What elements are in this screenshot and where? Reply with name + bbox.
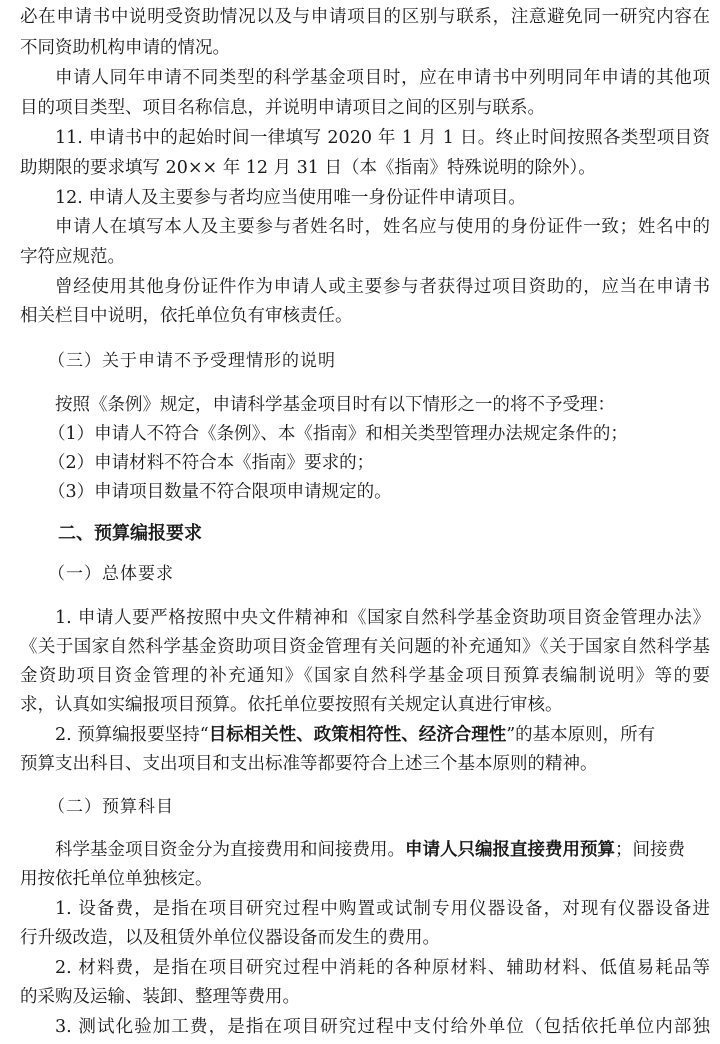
paragraph-line: 助期限的要求填写 20×× 年 12 月 31 日（本《指南》特殊说明的除外）。 <box>20 158 596 178</box>
paragraph-line: 11. 申请书中的起始时间一律填写 2020 年 1 月 1 日。终止时间按照各类型项目资 <box>55 128 710 148</box>
text-run: ”的基本原则，所有 <box>506 725 656 745</box>
paragraph-line: 的采购及运输、装卸、整理等费用。 <box>20 987 300 1007</box>
section-heading: （二）预算科目 <box>48 797 174 817</box>
emphasis-text: 申请人只编报直接费用预算 <box>405 840 615 860</box>
paragraph-line: 1. 申请人要严格按照中央文件精神和《国家自然科学基金资助项目资金管理办法》 <box>55 608 710 628</box>
paragraph-line: 行升级改造，以及租赁外单位仪器设备而发生的费用。 <box>20 928 440 948</box>
paragraph-line: 预算支出科目、支出项目和支出标准等都要符合上述三个基本原则的精神。 <box>20 754 598 774</box>
paragraph-line: 用按依托单位单独核定。 <box>20 869 213 889</box>
section-heading: （一）总体要求 <box>48 564 174 584</box>
chapter-heading: 二、预算编报要求 <box>58 523 202 544</box>
section-heading: （三）关于申请不予受理情形的说明 <box>48 351 336 371</box>
paragraph-line: 1. 设备费，是指在项目研究过程中购置或试制专用仪器设备，对现有仪器设备进 <box>55 899 710 919</box>
paragraph-line: 字符应规范。 <box>20 247 125 267</box>
list-item: （2）申请材料不符合本《指南》要求的； <box>48 453 375 473</box>
list-item: （1）申请人不符合《条例》、本《指南》和相关类型管理办法规定条件的； <box>48 424 628 444</box>
list-item: （3）申请项目数量不符合限项申请规定的。 <box>48 482 392 502</box>
paragraph-line: 按照《条例》规定，申请科学基金项目时有以下情形之一的将不予受理： <box>55 395 615 415</box>
paragraph-line: 不同资助机构申请的情况。 <box>20 38 230 58</box>
paragraph-line: 《关于国家自然科学基金资助项目资金管理有关问题的补充通知》《关于国家自然科学基 <box>20 637 710 657</box>
paragraph-line: 3. 测试化验加工费，是指在项目研究过程中支付给外单位（包括依托单位内部独 <box>55 1017 710 1037</box>
paragraph-line <box>55 724 710 746</box>
paragraph-line: 申请人在填写本人及主要参与者姓名时，姓名应与使用的身份证件一致；姓名中的 <box>55 217 710 237</box>
paragraph-line: 目的项目类型、项目名称信息，并说明申请项目之间的区别与联系。 <box>20 98 545 118</box>
paragraph-line: 申请人同年申请不同类型的科学基金项目时，应在申请书中列明同年申请的其他项 <box>55 68 710 88</box>
paragraph-line: 求，认真如实编报项目预算。依托单位要按照有关规定认真进行审核。 <box>20 695 563 715</box>
text-run: ；间接费 <box>615 840 685 860</box>
emphasis-text: 目标相关性、政策相符性、经济合理性 <box>208 725 507 745</box>
paragraph-line: 必在申请书中说明受资助情况以及与申请项目的区别与联系，注意避免同一研究内容在 <box>20 7 710 27</box>
text-run: 科学基金项目资金分为直接费用和间接费用。 <box>55 840 405 860</box>
text-run: 2. 预算编报要坚持“ <box>55 725 209 745</box>
paragraph-line: 2. 材料费，是指在项目研究过程中消耗的各种原材料、辅助材料、低值易耗品等 <box>55 958 710 978</box>
paragraph-line <box>55 839 710 861</box>
paragraph-line: 金资助项目资金管理的补充通知》《国家自然科学基金项目预算表编制说明》等的要 <box>20 666 710 686</box>
paragraph-line: 12. 申请人及主要参与者均应当使用唯一身份证件申请项目。 <box>55 188 526 208</box>
paragraph-line: 相关栏目中说明，依托单位负有审核责任。 <box>20 306 353 326</box>
paragraph-line: 曾经使用其他身份证件作为申请人或主要参与者获得过项目资助的，应当在申请书 <box>55 277 710 297</box>
